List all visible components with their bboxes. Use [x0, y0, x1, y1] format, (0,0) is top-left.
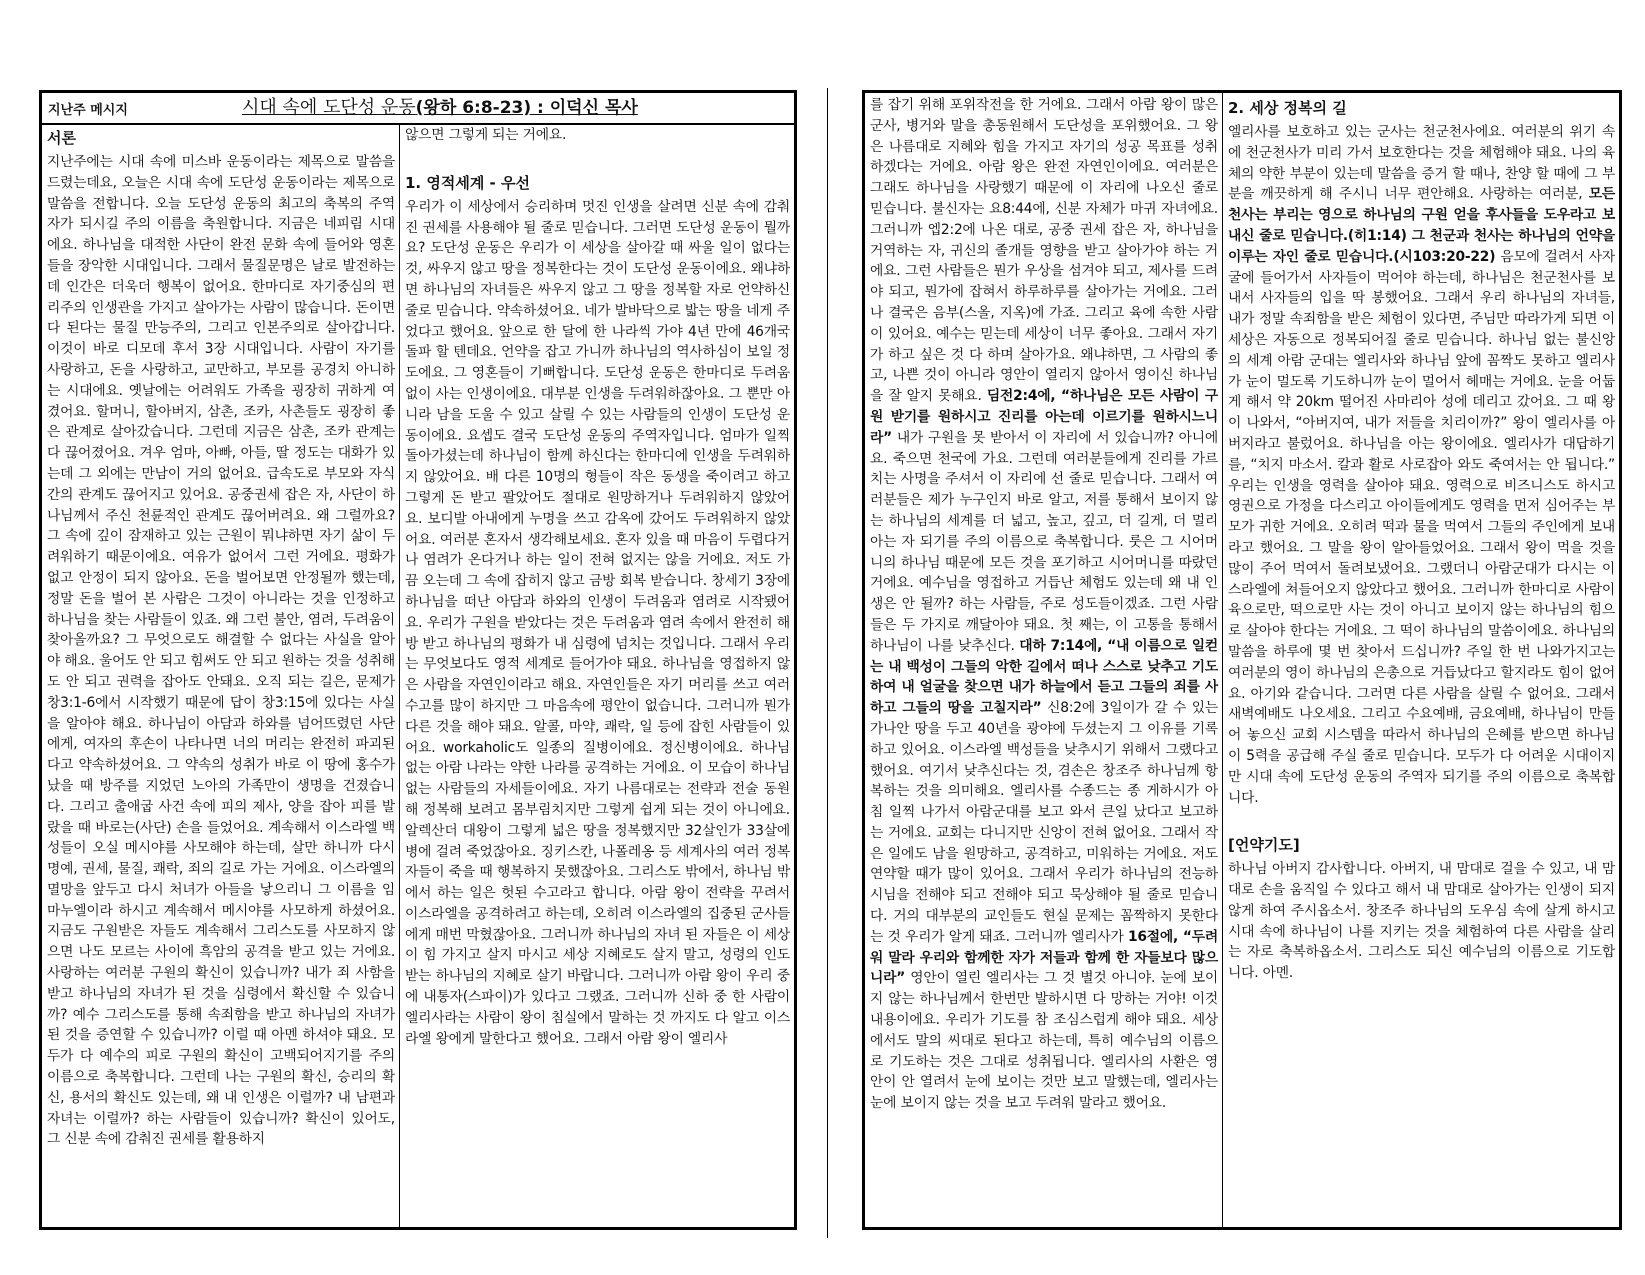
- prayer-title: [언약기도]: [1228, 836, 1300, 855]
- page-header: [42, 93, 794, 125]
- body-text-c: 신8:2에 3일이가 갈 수 있는 가나안 땅을 두고 40년을 광야에 두셨는지 그 이유를 기록하고 있어요. 이스라엘 백성들을 낮추시기 위해서 그랬다고 했어요. 여기서 낮추신다는 것, 겸손은 창조주 하나님께 항복하는 것을 의미해요. 엘리사를 수종드는 종 게하시가 아침 일찍 나가서 아람군대를 보고 와서 큰일 났다고 보고하는 거에요. 교회는 다니지만 신앙이 전혀 없어요. 그래서 작은 일에도 남을 원망하고, 공격하고, 미워하는 거에요. 저도 연약할 때가 많이 있어요. 그래서 우리가 하나님의 전능하시님을 전해야 되고 전해야 되고 묵상해야 될 줄로 믿습니다. 거의 대부분의 교인들도 현실 문제는 꼼짝하지 못한다는 것 우리가 알게 돼죠. 그러니까 엘리사가: [870, 700, 1219, 945]
- body-text-b: 내가 구원을 못 받아서 이 자리에 서 있습니까? 아니에요. 죽으면 천국에 가요. 그런데 여러분들에게 진리를 가르치는 사명을 주셔서 이 자리에 선 줄로 믿습니다. 그래서 여러분들은 제가 누구인지 바로 알고, 저를 통해서 보이지 않는 하나님의 세계를 더 넓고, 높고, 깊고, 더 길게, 더 멀리 아는 자 되기를 주의 이름으로 축복합니다. 룻은 그 시어머니의 하나님 때문에 모든 것을 포기하고 시어머니를 따랐던 거에요. 예수님을 영접하고 거듭난 체험도 있는데 왜 내 인생은 안 될까? 하는 사람들, 주로 성도들이겠죠. 그런 사람들은 두 가지로 깨달아야 돼요. 첫 째는, 이 고통을 통해서 하나님이 나를 낮추신다.: [870, 429, 1219, 654]
- sermon-title: [242, 93, 638, 119]
- column-3: [865, 93, 1222, 1227]
- right-page: [862, 90, 1622, 1230]
- scripture-heb: 모든 천사는 부리는 영으로 하나님의 구원 얻을 후사들을 도우라고 보내신 줄로 믿습니다.(히1:14) 그 천군과 천사는 하나님의 언약을 이루는 자인 줄로 믿습니다.(시103:20-22): [1228, 186, 1616, 265]
- sermon-reference: (왕하 6:8-23) : 이덕신 목사: [415, 98, 638, 118]
- column-4: [1223, 93, 1619, 1227]
- body-text-a: 를 잡기 위해 포위작전을 한 거에요. 그래서 아람 왕이 많은 군사, 병거와 말을 총동원해서 도단성을 포위했어요. 그 왕은 나름대로 지혜와 힘을 가지고 자기의 성공 목표를 성취하겠다는 거에요. 아람 왕은 완전 자연인이에요. 여러분은 그래도 하나님을 사랑했기 때문에 이 자리에 나오신 줄로 믿습니다. 불신자는 요8:44에, 신분 자체가 마귀 자녀에요. 그러니까 엡2:2에 나온 대로, 공중 권세 잡은 자, 하나님을 거역하는 자, 귀신의 졸개들 영향을 받고 살아가야 하는 거에요. 그런 사람들은 뭔가 우상을 섬겨야 되고, 제사를 드려야 되고, 뭔가에 잡혀서 하루하루를 살아가는 거에요. 그러나 결국은 음부(스올, 지옥)에 가죠. 그리고 육에 속한 사람이 있어요. 예수는 믿는데 세상이 너무 좋아요. 그래서 자기가 하고 싶은 것 다 하며 살아가요. 왜냐하면, 그 사람의 좋고, 나쁜 것이 아니라 영안이 열리지 않아서 영이신 하나님을 잘 알지 못해요.: [870, 97, 1218, 405]
- section-1-continued: [870, 95, 1218, 1114]
- intro-continuation: 않으면 그렇게 되는 거에요.: [405, 127, 567, 143]
- intro-body: 지난주에는 시대 속에 미스바 운동이라는 제목으로 말씀을 드렸는데요, 오늘은 시대 속에 도단성 운동이라는 제목으로 말씀을 전합니다. 오늘 도단성 운동의 최고의 축복의 주역자가 되시길 주의 이름을 축원합니다. 지금은 네피림 시대에요. 하나님을 대적한 사단이 완전 문화 속에 들어와 영혼들을 장악한 시대입니다. 그래서 물질문명은 날로 발전하는데 인간은 더욱더 행복이 없어요. 한마디로 자기중심의 편리주의 인생관을 가지고 살아가는 사람이 많습니다. 돈이면 다 된다는 물질 만능주의, 그리고 인본주의로 살아갑니다. 이것이 바로 디모데 후서 3장 시대입니다. 사람이 자기를 사랑하고, 돈을 사랑하고, 교만하고, 부모를 공경치 아니하는 시대에요. 옛날에는 어려워도 가족을 굉장히 귀하게 여겼어요. 할머니, 할아버지, 삼촌, 조카, 사촌들도 굉장히 좋은 관계로 살아갔습니다. 그런데 지금은 삼촌, 조카 관계는 다 끊어졌어요. 겨우 엄마, 아빠, 아들, 딸 정도는 대화가 있는데 그 외에는 만남이 거의 없어요. 급속도로 부모와 자식 간의 관계도 끊어지고 있어요. 공중권세 잡은 자, 사단이 하나님께서 주신 천륜적인 관계도 끊어버려요. 왜 그럴까요? 그 속에 깊이 잠재하고 있는 근원이 뭐냐하면 자기 삶이 두려워하기 때문이에요. 여유가 없어서 그런 거에요. 평화가 없고 안정이 되지 않아요. 돈을 벌어보면 안정될까 했는데, 정말 돈을 벌어 본 사람은 그것이 아니라는 것을 인정하고 하나님을 찾는 사람들이 있죠. 왜 그런 불안, 염려, 두려움이 찾아올까요? 그 무엇으로도 해결할 수 없다는 사실을 알아야 해요. 울어도 안 되고 힘써도 안 되고 원하는 것을 성취해도 안 되고 권력을 잡아도 안돼요. 오직 되는 길은, 문제가 창3:1-6에서 시작했기 때문에 답이 창3:15에 있다는 사실을 알아야 해요. 하나님이 아담과 하와를 넘어뜨렸던 사단에게, 여자의 후손이 나타나면 너의 머리는 완전히 파괴된다고 약속하셨어요. 그 약속의 성취가 바로 이 땅에 홍수가 났을 때 방주를 지었던 노아의 가족만이 생명을 건졌습니다. 그리고 출애굽 사건 속에 피의 제사, 양을 잡아 피를 발랐을 때 바로는(사단) 손을 들었어요. 계속해서 이스라엘 백성들이 오실 메시야를 사모해야 하는데, 살만 하니까 다시 명예, 권세, 물질, 쾌락, 죄의 길로 가는 거에요. 이스라엘의 멸망을 앞두고 다시 처녀가 아들을 낳으리니 그 이름을 임마누엘이라 하시고 계속해서 메시야를 사모하게 하셨어요. 지금도 구원받은 자들도 계속해서 그리스도를 사모하지 않으면 나도 모르는 사이에 흑암의 공격을 받고 있는 거에요. 사랑하는 여러분 구원의 확신이 있습니까? 내가 죄 사함을 받고 하나님의 자녀가 된 것을 심령에서 확신할 수 있습니까? 예수 그리스도를 통해 속죄함을 받고 하나님의 자녀가 된 것을 증연할 수 있습니까? 이럴 때 아멘 하셔야 돼요. 모두가 다 예수의 피로 구원의 확신이 고백되어지기를 주의 이름으로 축복합니다. 그런데 나는 구원의 확신, 승리의 확신, 용서의 확신도 있는데, 왜 내 인생은 이럴까? 내 남편과 자녀는 이럴까? 하는 사람들이 있습니까? 확신이 있어도, 그 신분 속에 감춰진 권세를 활용하지: [47, 154, 395, 1148]
- section-2-body: [1228, 122, 1615, 808]
- scripture-2kings: 16절에, “두려워 말라 우리와 함께한 자가 저들과 함께 한 자들보다 많으니라”: [870, 928, 1218, 987]
- section-1-title: 1. 영적세계 - 우선: [405, 173, 530, 192]
- left-page: [39, 90, 797, 1230]
- prayer-body: 하나님 아버지 감사합니다. 아버지, 내 맘대로 걸을 수 있고, 내 맘대로 손을 움직일 수 있다고 해서 내 맘대로 살아가는 인생이 되지 않게 하여 주시옵소서. 창조주 하나님의 도우심 속에 살게 하시고 시대 속에 하나님이 나를 지키는 것을 체험하여 다른 사람을 살리는 자로 축복하옵소서. 그리스도 되신 예수님의 이름으로 기도합니다. 아멘.: [1228, 861, 1615, 982]
- center-fold-line: [827, 88, 828, 1238]
- intro-heading: 서론: [47, 129, 76, 147]
- scripture-1tim: 딤전2:4에, “하나님은 모든 사람이 구원 받기를 원하시고 진리를 아는데 이르기를 원하시느니라”: [870, 388, 1219, 446]
- body-text-d: 영안이 열린 엘리사는 그 것 별것 아니야. 눈에 보이지 않는 하나님께서 한번만 발하시면 다 망하는 거야! 이것 내용이에요. 우리가 기도를 참 조심스럽게 해야 돼요. 세상에서도 말의 씨대로 된다고 하는데, 특히 예수님의 이름으로 기도하는 것은 그대로 성취됩니다. 엘리사의 사환은 영안이 안 열려서 눈에 보이는 것만 보고 말했는데, 엘리사는 눈에 보이지 않는 것을 보고 두려워 말라고 했어요.: [870, 970, 1218, 1112]
- body-text-a: 엘리사를 보호하고 있는 군사는 천군천사에요. 여러분의 위기 속에 천군천사가 미리 가서 보호한다는 것을 체험해야 돼요. 나의 육체의 약한 부분이 있는데 말씀을 증거 할 때나, 찬양 할 때에 그 부분을 깨끗하게 해 주시니 너무 편안해요. 사랑하는 여러분,: [1228, 124, 1615, 203]
- scripture-2chr: 대하 7:14에, “내 이름으로 일컫는 내 백성이 그들의 악한 길에서 떠나 스스로 낮추고 기도하여 내 얼굴을 찾으면 내가 하늘에서 듣고 그들의 죄를 사하고 그들의 땅을 고칠지라”: [870, 637, 1218, 717]
- column-2: [400, 123, 794, 1227]
- body-text-b: 음모에 걸려서 사자 굴에 들어가서 사자들이 먹어야 하는데, 하나님은 천군천사를 보내서 사자들의 입을 딱 봉했어요. 그래서 우리 하나님의 자녀들, 내가 정말 속죄함을 받은 체험이 있다면, 주님만 따라가게 되면 이 세상은 자동으로 정복되어질 줄로 믿습니다. 하나님 없는 불신앙의 세계 아람 군대는 엘리사와 하나님 앞에 꼼짝도 못하고 엘리사가 눈이 멀도록 기도하니까 눈이 멀어서 헤매는 거에요. 눈을 어둡게 해서 약 20km 떨어진 사마리아 성에 데리고 갔어요. 그 때 왕이 나와서, “아버지여, 내가 저들을 치리이까?” 왕이 엘리사를 아버지라고 불렀어요. 하나님을 아는 왕이에요. 엘리사가 대답하기를, “치지 마소서. 칼과 활로 사로잡아 와도 죽여서는 안 됩니다.” 우리는 인생을 영력을 살아야 돼요. 영력으로 비즈니스도 하시고 영권으로 가정을 다스리고 아이들에게도 영력을 먼저 심어주는 부모가 귀한 거에요. 오히려 떡과 물을 먹여서 그들의 주인에게 보내라고 했어요. 그 말을 왕이 알아들었어요. 그래서 왕이 먹을 것을 많이 주어 먹여서 돌려보냈어요. 그랬더니 아람군대가 다시는 이스라엘에 쳐들어오지 않았다고 했어요. 그러니까 한마디로 사람이 육으로만, 떡으로만 사는 것이 아니고 보이지 않는 하나님의 힘으로 살아야 한다는 거에요. 그 떡이 하나님의 말씀이에요. 하나님의 말씀을 하루에 몇 번 찾아서 드십니까? 주일 한 번 나와가지고는 여러분의 영이 하나님의 은총으로 거듭났다고 할지라도 힘이 없어요. 아기와 같습니다. 그러면 다른 사람을 살릴 수 없어요. 그래서 새벽예배도 나오세요. 그리고 수요예배, 금요예배, 하나님이 만들어 놓으신 교회 시스템을 따라서 하나님의 은혜를 받으면 하나님이 5력을 공급해 주실 줄로 믿습니다. 모두가 다 어려운 시대이지만 시대 속에 도단성 운동의 주역자 되기를 주의 이름으로 축복합니다.: [1228, 248, 1615, 806]
- header-label: 지난주 메시지: [48, 103, 128, 118]
- column-1: [42, 123, 399, 1227]
- sermon-title-text: 시대 속에 도단성 운동: [242, 97, 416, 118]
- section-2-title: 2. 세상 정복의 길: [1228, 99, 1347, 117]
- section-1-body: 우리가 이 세상에서 승리하며 멋진 인생을 살려면 신분 속에 감춰진 권세를 사용해야 될 줄로 믿습니다. 그러면 도단성 운동이 뭘까요? 도단성 운동은 우리가 이 세상을 살아갈 때 싸울 일이 없다는 것, 싸우지 않고 땅을 정복한다는 것이 도단성 운동이에요. 왜냐하면 하나님의 자녀들은 싸우지 않고 그 땅을 정복할 자로 언약하신 줄로 믿습니다. 약속하셨어요. 네가 발바닥으로 밟는 땅을 네게 주었다고 했어요. 앞으로 한 달에 한 나라씩 가야 4년 만에 46개국 돌파 할 텐데요. 언약을 잡고 가니까 하나님의 역사하심이 보일 정도에요. 그 영혼들이 기뻐합니다. 도단성 운동은 한마디로 두려움 없이 사는 인생이에요. 대부분 인생을 두려워하잖아요. 그 뿐만 아니라 남을 도울 수 있고 살릴 수 있는 사람들의 인생이 도단성 운동이에요. 요셉도 결국 도단성 운동의 주역자입니다. 엄마가 일찍 돌아가셨는데 하나님이 함께 하신다는 한마디에 인생을 두려워하지 않았어요. 배 다른 10명의 형들이 작은 동생을 죽이려고 하고 그렇게 돈 받고 팔았어도 절대로 원망하거나 두려워하지 않았어요. 보디발 아내에게 누명을 쓰고 감옥에 갔어도 두려워하지 않았어요. 여러분 혼자서 생각해보세요. 혼자 있을 때 마음이 두렵다거나 염려가 온다거나 하는 일이 전혀 없지는 않을 거에요. 저도 가끔 오는데 그 속에 잡히지 않고 금방 회복 받습니다. 창세기 3장에 하나님을 떠난 아담과 하와의 인생이 두려움과 염려로 시작됐어요. 우리가 구원을 받았다는 것은 두려움과 염려 속에서 완전히 해방 받고 하나님의 평화가 내 심령에 넘치는 것입니다. 그래서 우리는 무엇보다도 영적 세계로 들어가야 돼요. 하나님을 영접하지 않은 사람을 자연인이라고 해요. 자연인들은 자기 머리를 쓰고 여러 수고를 많이 하지만 그 마음속에 평안이 없습니다. 그러니까 뭔가 다른 것을 해야 돼요. 알콜, 마약, 쾌락, 일 등에 잡힌 사람들이 있어요. workaholic도 일종의 질병이에요. 정신병이에요. 하나님 없는 아람 나라는 약한 나라를 공격하는 거에요. 이 모습이 하나님 없는 사람들의 자세들이에요. 자기 나름대로는 전략과 전술 동원해 정복해 보려고 몸부림치지만 그렇게 쉽게 되는 것이 아니에요. 알렉산더 대왕이 그렇게 넓은 땅을 정복했지만 32살인가 33살에 병에 걸려 죽었잖아요. 징키스칸, 나폴레옹 등 세계사의 여러 정복자들이 죽을 때 행복하지 못했잖아요. 그리스도 밖에서, 하나님 밖에서 하는 일은 헛된 수고라고 합니다. 아람 왕이 전략을 꾸려서 이스라엘을 공격하려고 하는데, 오히려 이스라엘의 집중된 군사들에게 매번 막혔잖아요. 그러니까 하나님의 자녀 된 자들은 이 세상이 힘 가지고 살지 마시고 세상 지혜로도 살지 말고, 성령의 인도받는 하나님의 지혜로 살기 바랍니다. 그러니까 아람 왕이 우리 중에 내통자(스파이)가 있다고 그랬죠. 그러니까 신하 중 한 사람이 엘리사라는 사람이 왕이 침실에서 말하는 것 까지도 다 알고 이스라엘 왕에게 말한다고 했어요. 그래서 아람 왕이 엘리사: [405, 198, 790, 1047]
